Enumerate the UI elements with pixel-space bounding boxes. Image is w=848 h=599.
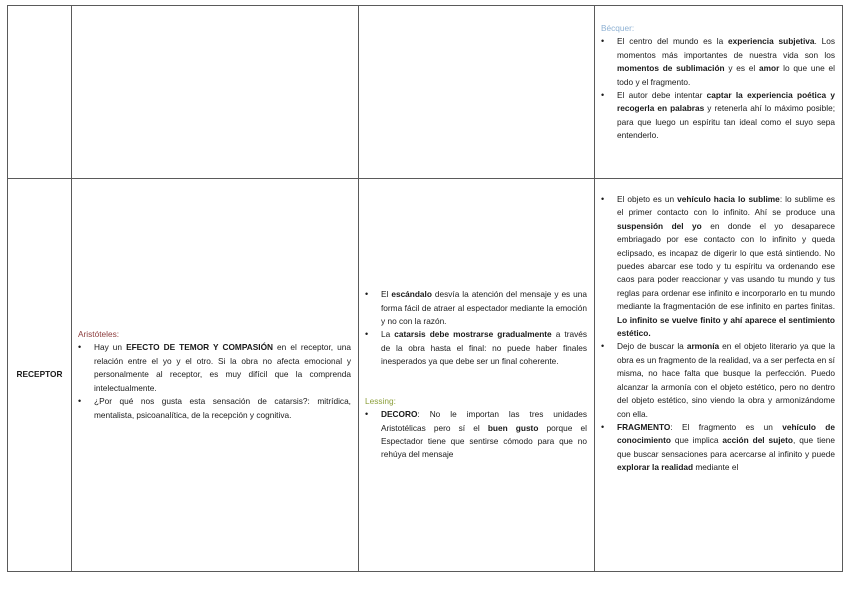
list-item (94, 395, 351, 422)
text-run: y es el (724, 63, 760, 74)
lessing-list (365, 408, 587, 462)
text-run: , que tiene que buscar sensaciones para acercarse al infinito y puede (617, 435, 835, 459)
empty-cell (8, 6, 72, 179)
text-run: . Los momentos más importantes de nuestra vida son los (617, 36, 835, 60)
text-run: : No le importan las tres unidades Aristotélicas pero sí el (381, 409, 587, 433)
scandal-list (365, 288, 587, 368)
text-run: y retenerla ahí lo máximo posible; para que luego un espíritu tan ideal como el suyo sepa entenderlo. (617, 103, 836, 141)
becquer-heading: Bécquer: (601, 23, 635, 33)
becquer-list (601, 35, 835, 142)
text-run: mediante el (693, 462, 739, 473)
row-label: RECEPTOR (8, 179, 72, 572)
list-item (617, 421, 835, 475)
bold-text: captar la experiencia poética y recogerla en palabras (617, 90, 835, 114)
sublime-cell (595, 179, 843, 572)
text-run: El autor debe intentar (617, 90, 707, 101)
text-run: El (381, 289, 392, 300)
text-run: : lo sublime es el primer contacto con lo infinito. Ahí se produce una (617, 194, 836, 218)
aristoteles-list (78, 341, 351, 421)
bold-text: momentos de sublimación (617, 63, 725, 74)
bold-text: Lo infinito se vuelve finito y ahí aparece el sentimiento estético. (617, 314, 835, 339)
bold-text: FRAGMENTO (617, 421, 671, 432)
bold-text: EFECTO DE TEMOR Y COMPASIÓN (126, 342, 274, 353)
lessing-heading: Lessing: (365, 395, 396, 406)
text-run: lo que une el todo y el fragmento. (617, 63, 836, 87)
bold-text: catarsis debe mostrarse gradualmente (394, 329, 552, 340)
bold-text: acción del sujeto (722, 435, 793, 446)
list-item (381, 408, 587, 462)
text-run: : El fragmento es un (670, 421, 783, 432)
list-item (381, 328, 587, 368)
list-item (617, 35, 835, 89)
text-run: en el receptor, una relación entre el yo y el otro. Si la obra no afecta emocional y personalmente al receptor, es muy difícil que la comprenda intelectualmente. (94, 342, 351, 393)
bold-text: explorar la realidad (617, 462, 694, 473)
bold-text: escándalo (391, 289, 432, 300)
text-run: a través de la obra hasta el final: no puede haber finales inesperados ya que debe ser un final coherente. (381, 329, 587, 367)
text-run: El objeto es un (617, 194, 678, 204)
bold-text: vehículo hacia lo sublime (677, 194, 780, 204)
list-item (617, 340, 835, 420)
bold-text: amor (759, 63, 780, 74)
bold-text: suspensión del yo (617, 220, 702, 231)
empty-cell (72, 6, 359, 179)
list-item (94, 341, 351, 395)
text-run: en donde el yo desaparece embriagado por ese contacto con lo infinito y queda eclipsado, es incapaz de digerir lo que está sintiendo. No puedes abarcar ese todo y tu espíritu va ordenando ese caos para poder reaccionar y vas usando tu mundo y tus reglas para ordenar ese infinito e incorporarlo en tu mundo mediante la fragmentación de ese infinito en partes finitas. (617, 220, 835, 312)
list-item (381, 288, 587, 328)
text-run: porque el Espectador tiene que sentirse cómodo para que no rehúya del mensaje (381, 422, 587, 460)
bold-text: DECORO (381, 409, 418, 420)
text-run: desvía la atención del mensaje y es una forma fácil de atraer al espectador mediante la emoción y no con la razón. (381, 289, 588, 327)
text-run: que implica (670, 435, 723, 446)
lessing-cell (359, 179, 595, 572)
becquer-cell (595, 6, 843, 179)
empty-cell (359, 6, 595, 179)
table-row (8, 179, 843, 572)
comparison-table (7, 5, 843, 572)
spacer (365, 369, 587, 395)
bold-text: vehículo de conocimiento (617, 421, 835, 446)
list-item (617, 193, 835, 340)
sublime-list (601, 193, 835, 475)
list-item (617, 89, 835, 143)
text-run: ¿Por qué nos gusta esta sensación de catarsis?: mitrídica, mentalista, psicoanalítica, de la recepción y cognitiva. (94, 396, 351, 420)
text-run: Dejo de buscar la (617, 341, 687, 352)
bold-text: armonía (686, 341, 720, 352)
bold-text: experiencia subjetiva (728, 36, 815, 47)
text-run: El centro del mundo es la (617, 36, 729, 47)
bold-text: buen gusto (487, 422, 539, 433)
table-row (8, 6, 843, 179)
text-run: en el objeto literario ya que la obra es un fragmento de la realidad, va a ser perfecta en sí misma, no hace falta que busque la perfección. Puedo alcanzar la armonía con el objeto estético, pero no dentro del objeto estético, sino viendo la obra y armonizándome con ella. (617, 341, 836, 419)
text-run: La (381, 329, 395, 340)
text-run: Hay un (94, 342, 127, 353)
aristoteles-heading: Aristóteles: (78, 329, 120, 340)
aristoteles-cell (72, 179, 359, 572)
